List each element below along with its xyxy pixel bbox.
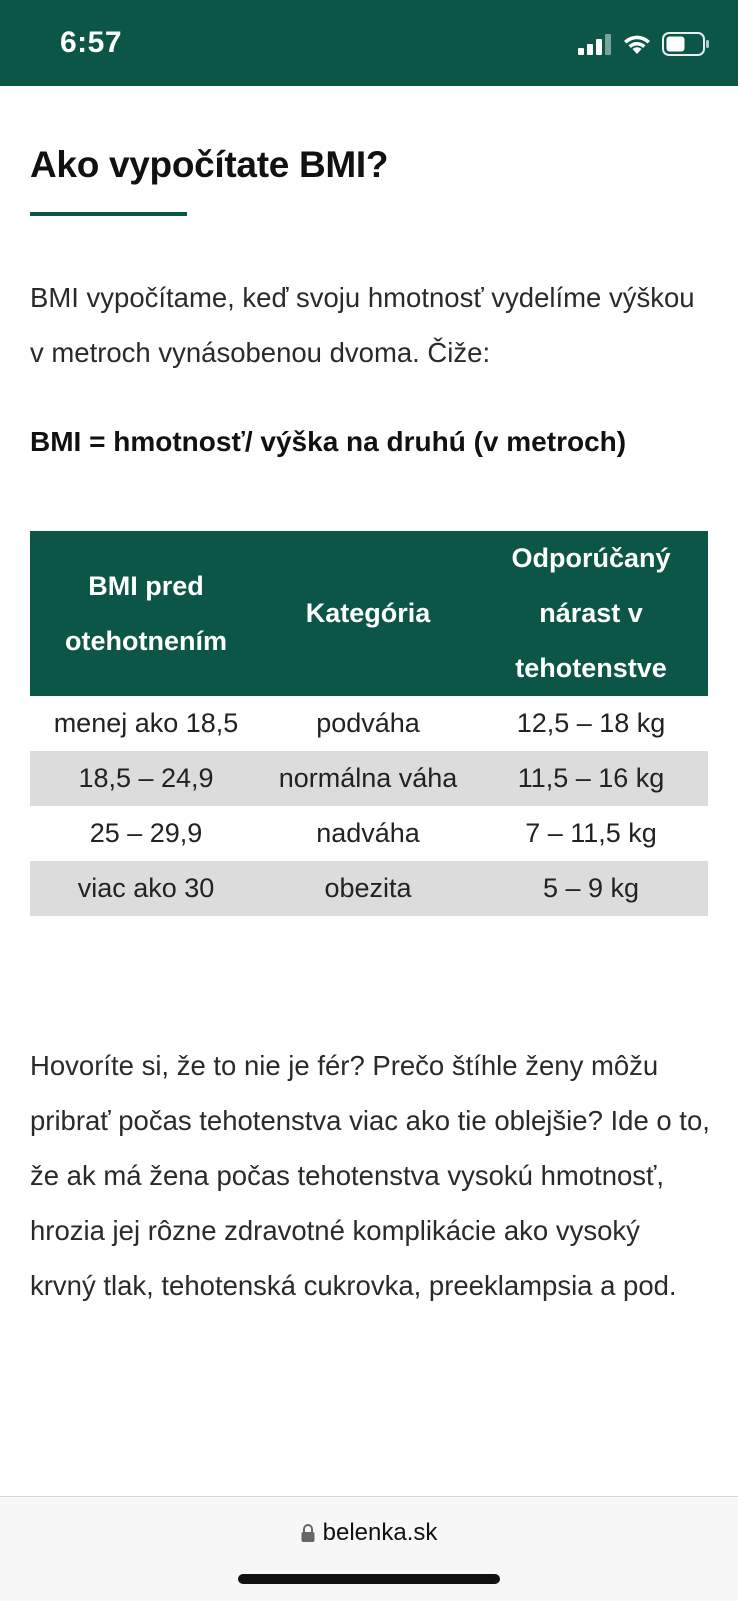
browser-url-bar[interactable] (0, 1496, 738, 1601)
url-display[interactable] (0, 1519, 738, 1547)
table-header-weight-gain: Odporúčaný nárast v tehotenstve (474, 531, 708, 696)
intro-paragraph: BMI vypočítame, keď svoju hmotnosť vydelíme výškou v metroch vynásobenou dvoma. Čiže: (30, 282, 695, 368)
lock-icon (301, 1524, 315, 1542)
table-row (30, 861, 708, 916)
table-cell: 7 – 11,5 kg (525, 818, 657, 848)
battery-icon (662, 32, 710, 56)
table-cell: viac ako 30 (30, 861, 262, 916)
table-cell: 12,5 – 18 kg (516, 708, 666, 738)
table-cell: 18,5 – 24,9 (30, 751, 262, 806)
bmi-table (30, 531, 708, 916)
table-header-category: Kategória (262, 531, 474, 696)
status-bar (0, 0, 738, 86)
table-cell: nadváha (316, 818, 420, 848)
status-icons (578, 32, 710, 56)
table-header-bmi: BMI pred otehotnením (30, 531, 262, 696)
home-indicator[interactable] (238, 1574, 500, 1584)
title-underline (30, 212, 187, 216)
table-cell: 25 – 29,9 (89, 818, 203, 848)
table-cell: normálna váha (262, 751, 474, 806)
table-cell: podváha (316, 708, 420, 738)
wifi-icon (622, 33, 652, 55)
signal-icon (578, 33, 612, 55)
url-text: belenka.sk (322, 1519, 438, 1546)
table-cell: obezita (262, 861, 474, 916)
body-paragraph: Hovoríte si, že to nie je fér? Prečo štíhle ženy môžu pribrať počas tehotenstva viac ako tie oblejšie? Ide o to, že ak má žena počas tehotenstva vysokú hmotnosť, hrozia jej rôzne zdravotné komplikácie ako vysoký krvný tlak, tehotenská cukrovka, preeklampsia a pod. (30, 1050, 710, 1301)
table-cell: menej ako 18,5 (53, 708, 239, 738)
table-cell: 11,5 – 16 kg (474, 751, 708, 806)
table-cell: 5 – 9 kg (474, 861, 708, 916)
table-row (30, 806, 708, 861)
bmi-formula: BMI = hmotnosť/ výška na druhú (v metroch) (30, 426, 627, 457)
table-header-row (30, 531, 708, 696)
status-time: 6:57 (60, 26, 123, 59)
page-title: Ako vypočítate BMI? (30, 144, 389, 185)
table-row (30, 751, 708, 806)
table-row (30, 696, 708, 751)
